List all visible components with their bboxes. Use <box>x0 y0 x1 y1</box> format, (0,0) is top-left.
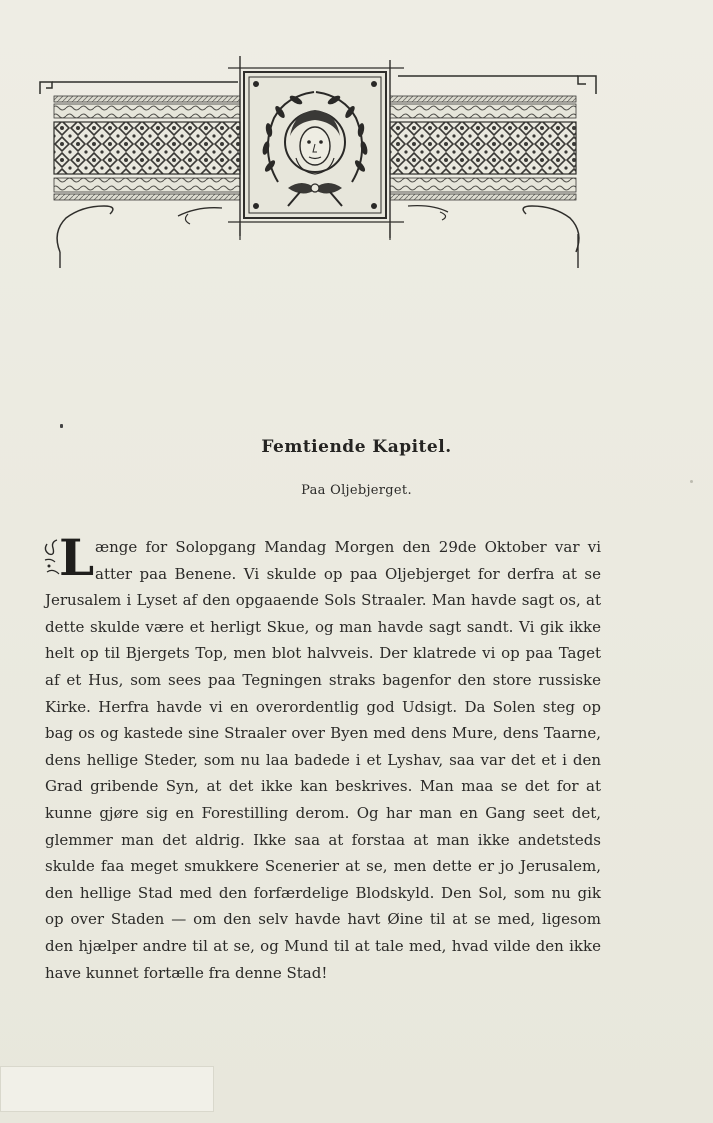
dropcap-letter: L <box>59 528 95 587</box>
paper-patch <box>0 1066 214 1112</box>
body-paragraph: ænge for Solopgang Mandag Morgen den 29de Oktober var vi atter paa Benene. Vi skulde op paa Oljebjerget for derfra at se Jerusalem i Lyset af den opgaaende Sols Straaler. Man havde sagt os, at dette skulde være et herligt Skue, og man havde sagt sandt. Vi gik ikke helt op til Bjergets Top, men blot halvveis. Der klatrede vi op paa Taget af et Hus, som sees paa Tegningen straks bagenfor den store russiske Kirke. Herfra havde vi en overordentlig god Udsigt. Da Solen steg op bag os og kastede sine Straaler over Byen med dens Mure, dens Taarne, dens hellige Steder, som nu laa badede i et Lyshav, saa var det et i den Grad gribende Syn, at det ikke kan beskrives. Man maa se det for at kunne gjøre sig en Forestilling derom. Og har man en Gang seet det, glemmer man det aldrig. Ikke saa at forstaa at man ikke andetsteds skulde faa meget smukkere Scenerier at se, men dette er jo Jerusalem, den hellige Stad med den forfærdelige Blodskyld. Den Sol, som nu gik op over Staden — om den selv havde havt Øine til at se med, ligesom den hjælper andre til at se, og Mund til at tale med, hvad vilde den ikke have kunnet fortælle fra denne Stad! <box>45 538 601 982</box>
chapter-subtitle: Paa Oljebjerget. <box>301 483 412 498</box>
dropcap <box>43 528 95 587</box>
chapter-title: Femtiende Kapitel. <box>261 437 452 457</box>
stray-mark <box>60 424 63 428</box>
body-text <box>45 528 601 986</box>
decorative-headpiece <box>38 56 598 276</box>
